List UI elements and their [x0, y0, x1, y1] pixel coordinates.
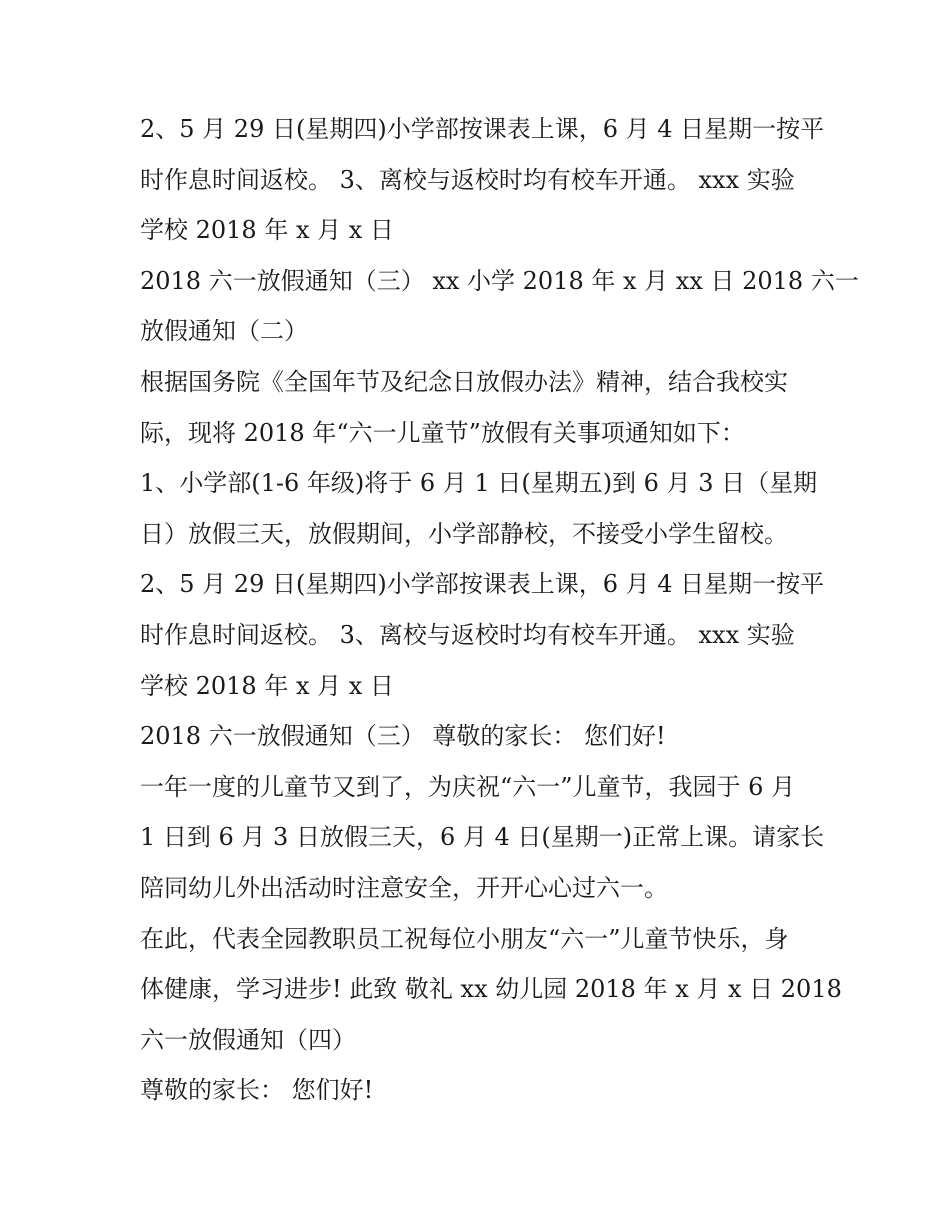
- text-line: 时作息时间返校。 3、离校与返校时均有校车开通。 xxx 实验: [140, 620, 795, 649]
- text-line: 2018 六一放假通知（三） 尊敬的家长： 您们好!: [140, 722, 666, 751]
- text-line: 时作息时间返校。 3、离校与返校时均有校车开通。 xxx 实验: [140, 165, 795, 194]
- text-line: 际，现将 2018 年“六一儿童节”放假有关事项通知如下：: [140, 418, 745, 447]
- text-line: 六一放假通知（四）: [140, 1025, 356, 1054]
- text-line: 2、5 月 29 日(星期四)小学部按课表上课，6 月 4 日星期一按平: [140, 115, 825, 143]
- text-line: 体健康，学习进步! 此致 敬礼 xx 幼儿园 2018 年 x 月 x 日 2018: [140, 975, 842, 1004]
- text-line: 一年一度的儿童节又到了，为庆祝“六一”儿童节，我园于 6 月: [140, 772, 796, 801]
- text-line: 尊敬的家长： 您们好!: [140, 1076, 374, 1105]
- text-line: 2018 六一放假通知（三） xx 小学 2018 年 x 月 xx 日 2018 六一: [140, 266, 859, 295]
- text-line: 1 日到 6 月 3 日放假三天，6 月 4 日(星期一)正常上课。请家长: [140, 823, 825, 852]
- text-line: 学校 2018 年 x 月 x 日: [140, 216, 394, 245]
- text-line: 2、5 月 29 日(星期四)小学部按课表上课，6 月 4 日星期一按平: [140, 570, 825, 599]
- text-line: 1、小学部(1-6 年级)将于 6 月 1 日(星期五)到 6 月 3 日（星期: [140, 469, 818, 498]
- text-line: 日）放假三天，放假期间，小学部静校，不接受小学生留校。: [140, 519, 788, 548]
- text-line: 学校 2018 年 x 月 x 日: [140, 671, 394, 700]
- text-line: 陪同幼儿外出活动时注意安全，开开心心过六一。: [140, 873, 668, 902]
- text-line: 根据国务院《全国年节及纪念日放假办法》精神，结合我校实: [140, 367, 788, 396]
- text-line: 放假通知（二）: [140, 317, 308, 346]
- document-body: [140, 104, 859, 1116]
- text-line: 在此，代表全园教职员工祝每位小朋友“六一”儿童节快乐，身: [140, 924, 789, 953]
